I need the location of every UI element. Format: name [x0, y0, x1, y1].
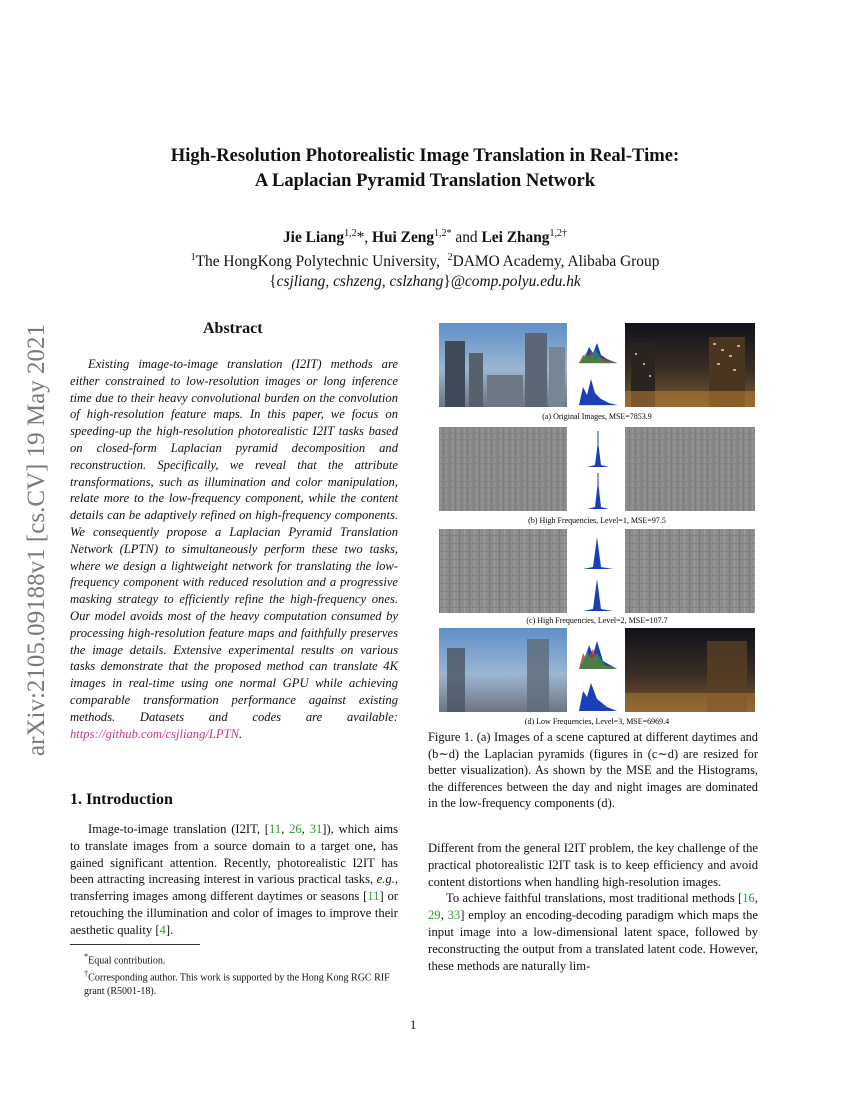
affiliations: $^1$The HongKong Polytechnic University, $^2$DAMO Academy, Alibaba Group — [190, 252, 660, 271]
author-2: Hui Zeng — [372, 229, 435, 247]
footnote-rule — [70, 944, 200, 945]
row-a — [439, 323, 755, 407]
row-d — [439, 628, 755, 712]
paper-title — [60, 143, 790, 193]
highfreq-night-l2 — [625, 529, 755, 613]
footnote-2: †Corresponding author. This work is supported by the Hong Kong RGC RIF grant (R5001-18). — [84, 969, 390, 997]
figure-caption: Figure 1. (a) Images of a scene captured at different daytimes and (b∼d) the Laplacian pyramids (figures in (c∼d) are resized for better visualization). As shown by the MSE and the Histograms, the differences between the day and night images are dominated in the low-frequency components (d). — [428, 730, 758, 811]
caption-d: (d) Low Frequencies, Level=3, MSE=6969.4 — [524, 717, 670, 725]
intro-heading: 1. Introduction — [70, 791, 173, 808]
right-column-body — [428, 840, 758, 974]
figure-1-graphic — [437, 323, 757, 725]
row-b — [439, 427, 755, 511]
citation-link[interactable]: 4 — [159, 922, 166, 937]
arxiv-id: arXiv:2105.09188v1 [cs.CV] 19 May 2021 — [23, 324, 50, 756]
citation-link[interactable]: 11 — [269, 822, 282, 836]
citation-link[interactable]: 31 — [309, 822, 323, 836]
author-3: Lei Zhang — [481, 229, 550, 247]
code-link[interactable]: https://github.com/csjliang/LPTN — [70, 726, 239, 741]
author-email: {csjliang, cshzeng, cslzhang}@comp.polyu.edu.hk — [269, 273, 581, 291]
abstract-heading: Abstract — [203, 320, 263, 337]
citation-link[interactable]: 29 — [428, 908, 441, 923]
author-1: Jie Liang — [282, 229, 345, 247]
abstract-text: Existing image-to-image translation (I2IT) methods are either constrained to low-resolution images or long inference time due to their heavy convolutional burden on the convolution of high-resolution feature maps. In this paper, we focus on speeding-up the high-resolution photorealistic I2IT tasks based on closed-form Laplacian pyramid decomposition and reconstruction. Specifically, we reveal that the attribute transformations, such as illumination and color manipulation, relate more to the low-frequency component, while the content details can be adaptively refined on high-frequency components. We consequently propose a Laplacian Pyramid Translation Network (LPTN) to simultaneously perform these two tasks, where we design a lightweight network for translating the low-frequency component with reduced resolution and a progressive masking strategy to efficiently refine the high-frequency ones. Our model avoids most of the heavy computation consumed by processing high-resolution feature maps and faithfully preserves the image details. Extensive experimental results on various tasks demonstrate that the proposed method can translate 4K images in real-time using one normal GPU while achieving comparable transformation performance against existing methods. Datasets and codes are available: — [70, 357, 398, 724]
arxiv-stamp — [14, 290, 60, 790]
citation-link[interactable]: 26 — [289, 822, 302, 836]
title-line-2: A Laplacian Pyramid Translation Network — [254, 170, 596, 191]
footnote-1: *Equal contribution. — [84, 952, 166, 967]
figure-1 — [437, 323, 757, 725]
author-block — [60, 224, 790, 292]
citation-link[interactable]: 16 — [742, 891, 755, 906]
intro-body: Image-to-image translation (I2IT, [11, 26, 31]), which aims to translate images from a source domain to a target one, has gained significant attention. Recently, photorealistic I2IT has been attracting increasing interest in various practical tasks, e.g., transferring images among different daytimes or seasons [11] or retouching the illumination and color of images to improve their aesthetic quality [4]. — [70, 822, 399, 937]
page-number: 1 — [410, 1018, 417, 1032]
caption-b: (b) High Frequencies, Level=1, MSE=97.5 — [528, 516, 666, 525]
footnotes — [70, 950, 398, 998]
right-paragraph-2: To achieve faithful translations, most traditional methods [16, 29, 33] employ an encoding-decoding paradigm which maps the input image into a low-dimensional latent space, followed by reconstructing the output from a translated latent code. However, these methods are naturally lim- — [428, 891, 759, 973]
author-names: Jie Liang$^{1,2}$*, Hui Zeng$^{1,2*}$ and Lei Zhang$^{1,2\dagger}$ — [282, 228, 567, 247]
citation-link[interactable]: 33 — [447, 908, 461, 923]
caption-a: (a) Original Images, MSE=7853.9 — [542, 412, 652, 421]
right-paragraph-1: Different from the general I2IT problem, the key challenge of the practical photorealistic I2IT task is to keep efficiency and avoid content distortions when handling high-resolution images. — [428, 841, 758, 889]
row-c — [439, 529, 755, 613]
highfreq-day-l2 — [439, 529, 567, 613]
caption-c: (c) High Frequencies, Level=2, MSE=107.7 — [526, 616, 668, 625]
abstract-body: Existing image-to-image translation (I2IT) methods are either constrained to low-resolution images or long inference time due to their heavy convolutional burden on the convolution of high-resolution feature maps. In this paper, we focus on speeding-up the high-resolution photorealistic I2IT tasks based on closed-form Laplacian pyramid decomposition and reconstruction. Specifically, we reveal that the attribute transformations, such as illumination and color manipulation, relate more to the low-frequency component, while the content details can be adaptively refined on high-frequency components. We consequently propose a Laplacian Pyramid Translation Network (LPTN) to simultaneously perform these two tasks, where we design a lightweight network for translating the low-frequency component with reduced resolution and a progressive masking strategy to efficiently refine the high-frequency ones. Our model avoids most of the heavy computation consumed by processing high-resolution feature maps and faithfully preserves the image details. Extensive experimental results on various tasks demonstrate that the proposed method can translate 4K images in real-time using one normal GPU while achieving comparable transformation performance against existing methods. Datasets and codes are available: https://github.com/csjliang/LPTN. — [70, 357, 398, 741]
citation-link[interactable]: 11 — [367, 889, 380, 904]
title-line-1: High-Resolution Photorealistic Image Translation in Real-Time: — [170, 145, 680, 166]
highfreq-night-l1 — [625, 427, 755, 511]
highfreq-day-l1 — [439, 427, 567, 511]
